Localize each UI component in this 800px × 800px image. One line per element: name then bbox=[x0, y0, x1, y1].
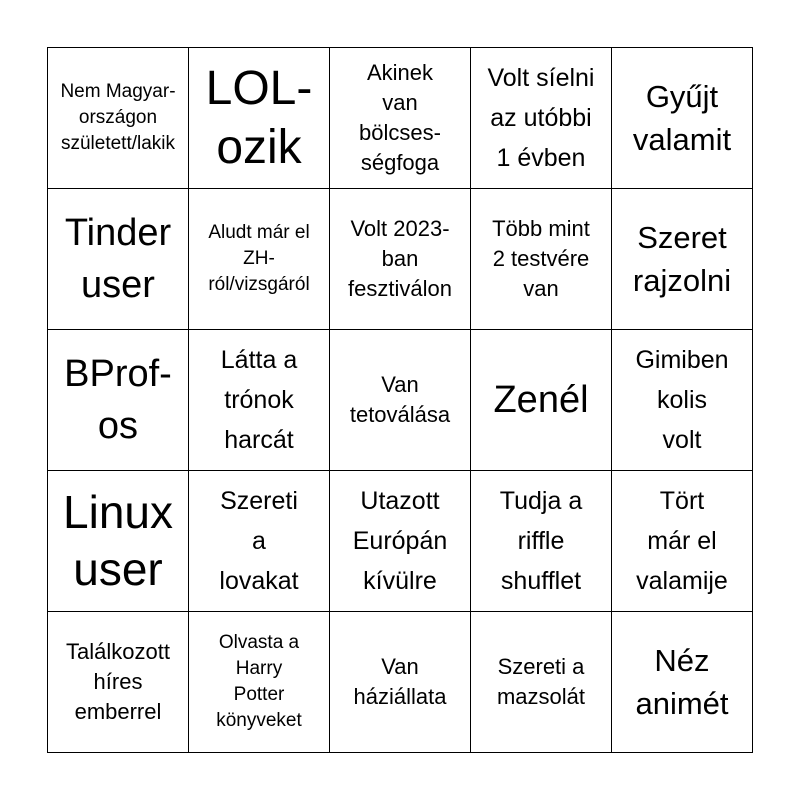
bingo-cell[interactable]: Utazott Európán kívülre bbox=[330, 471, 471, 612]
bingo-cell[interactable]: Aludt már el ZH- ról/vizsgáról bbox=[189, 189, 330, 330]
bingo-cell[interactable]: LOL- ozik bbox=[189, 48, 330, 189]
bingo-cell[interactable]: Tinder user bbox=[48, 189, 189, 330]
bingo-cell[interactable]: Akinek van bölcses- ségfoga bbox=[330, 48, 471, 189]
bingo-cell[interactable]: Tudja a riffle shufflet bbox=[471, 471, 612, 612]
bingo-cell[interactable]: Van tetoválása bbox=[330, 330, 471, 471]
bingo-cell[interactable]: Szereti a lovakat bbox=[189, 471, 330, 612]
bingo-cell[interactable]: Tört már el valamije bbox=[612, 471, 753, 612]
bingo-cell[interactable]: Több mint 2 testvére van bbox=[471, 189, 612, 330]
bingo-cell[interactable]: Linux user bbox=[48, 471, 189, 612]
bingo-board bbox=[47, 47, 753, 753]
bingo-cell[interactable]: Gyűjt valamit bbox=[612, 48, 753, 189]
bingo-cell[interactable]: Van háziállata bbox=[330, 612, 471, 753]
bingo-cell[interactable]: Találkozott híres emberrel bbox=[48, 612, 189, 753]
bingo-cell[interactable]: Volt síelni az utóbbi 1 évben bbox=[471, 48, 612, 189]
bingo-cell[interactable]: BProf- os bbox=[48, 330, 189, 471]
bingo-cell[interactable]: Szeret rajzolni bbox=[612, 189, 753, 330]
bingo-cell[interactable]: Volt 2023- ban fesztiválon bbox=[330, 189, 471, 330]
bingo-cell[interactable]: Nem Magyar- országon született/lakik bbox=[48, 48, 189, 189]
bingo-cell[interactable]: Olvasta a Harry Potter könyveket bbox=[189, 612, 330, 753]
bingo-cell[interactable]: Szereti a mazsolát bbox=[471, 612, 612, 753]
bingo-cell[interactable]: Látta a trónok harcát bbox=[189, 330, 330, 471]
bingo-cell[interactable]: Gimiben kolis volt bbox=[612, 330, 753, 471]
bingo-cell[interactable]: Néz animét bbox=[612, 612, 753, 753]
bingo-cell[interactable]: Zenél bbox=[471, 330, 612, 471]
